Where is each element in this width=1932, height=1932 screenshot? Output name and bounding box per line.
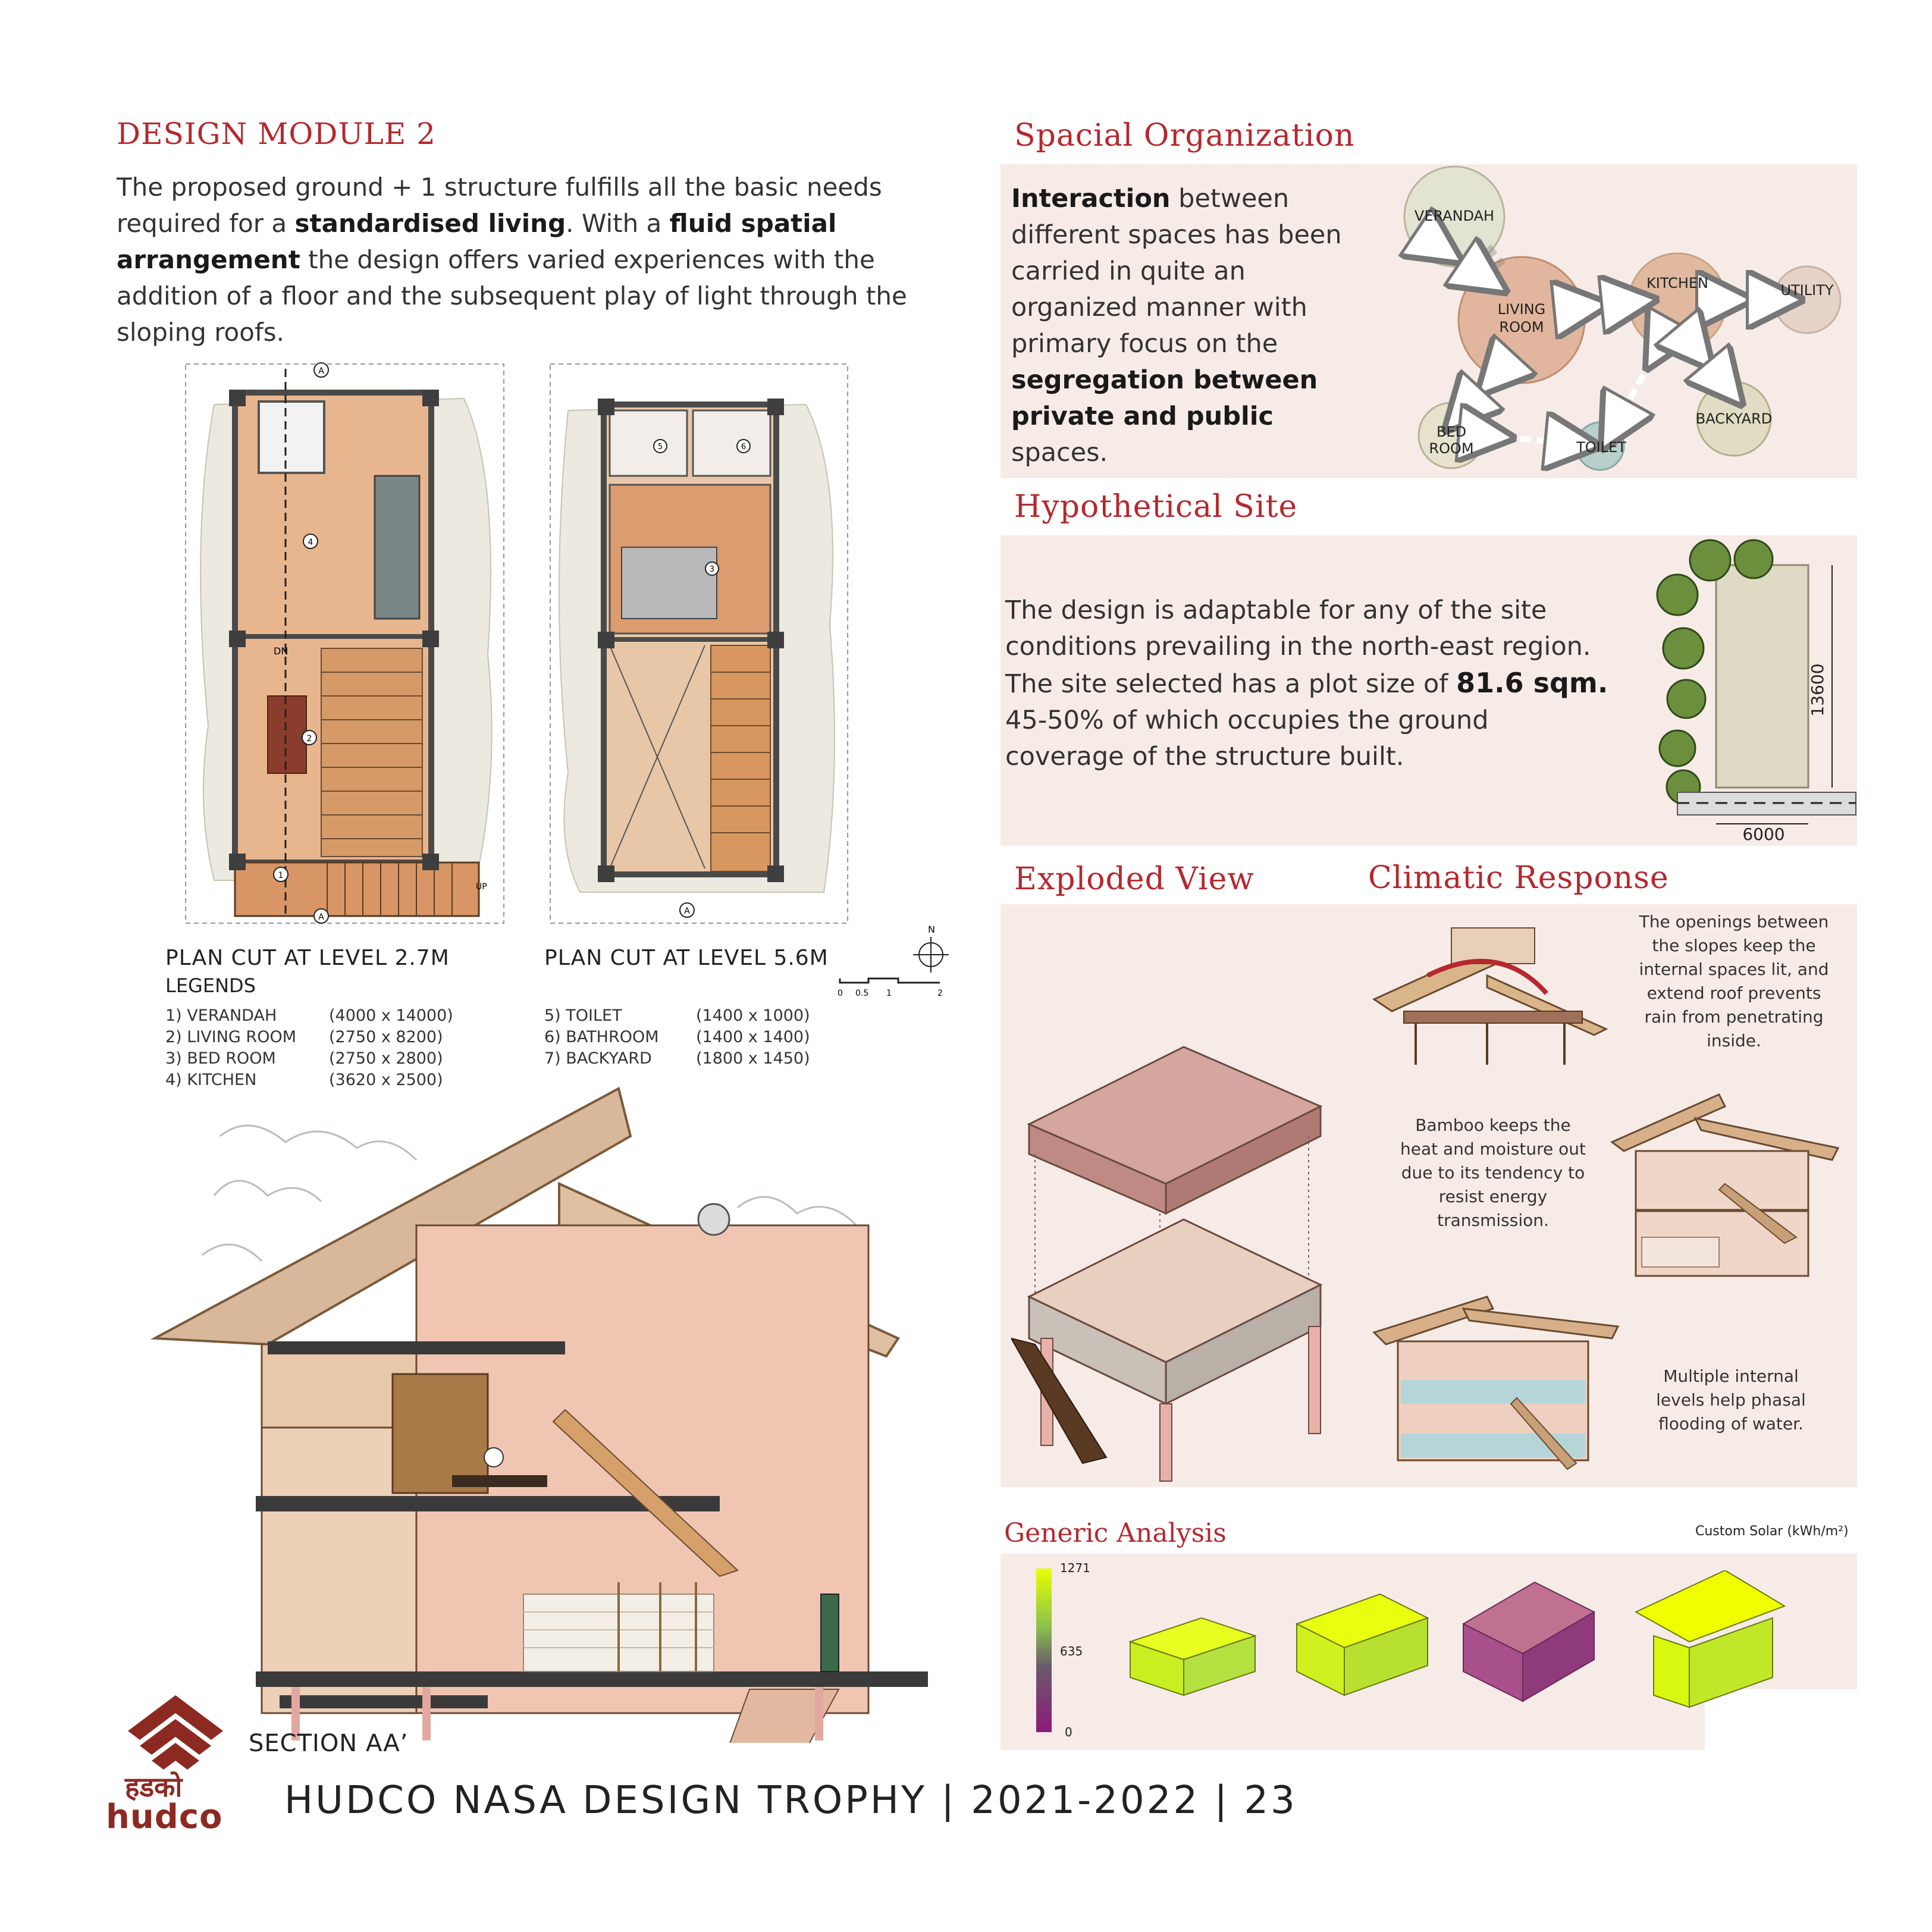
intro-line-3: arrangement the design offers varied experiences with the xyxy=(117,245,875,274)
north-arrow-label: N xyxy=(928,924,935,935)
svg-text:4: 4 xyxy=(308,538,313,547)
floor-plan-first xyxy=(544,357,854,928)
exploded-axonometric xyxy=(1011,987,1344,1487)
legend-item: 3) BED ROOM (2750 x 2800) xyxy=(165,1049,443,1068)
solar-model-3 xyxy=(1463,1582,1594,1701)
intro-line-4: addition of a floor and the subsequent play of light through the xyxy=(117,281,907,310)
solar-scale-max: 1271 xyxy=(1060,1561,1090,1575)
legend-right xyxy=(544,1005,810,1070)
node-kitchen xyxy=(1629,253,1726,351)
solar-scale-mid: 635 xyxy=(1060,1644,1083,1658)
analysis-heading: Generic Analysis xyxy=(1004,1518,1227,1548)
section-aa-drawing xyxy=(143,1077,928,1743)
stair-dn-label: DN xyxy=(274,645,288,657)
site-text: The design is adaptable for any of the site conditions prevailing in the north-east region. The site selected has a plot size of 81.6 sqm. 45-50% of which occupies the ground coverage of the structure built. xyxy=(1005,595,1608,771)
site-dim-vertical: 13600 xyxy=(1808,663,1827,717)
legend-item: 6) BATHROOM (1400 x 1400) xyxy=(544,1028,810,1046)
plan-2-title: PLAN CUT AT LEVEL 5.6M xyxy=(544,946,829,970)
legend-item: 4) KITCHEN (3620 x 2500) xyxy=(165,1071,443,1089)
floor-plan-ground xyxy=(178,357,512,928)
svg-text:5: 5 xyxy=(657,443,663,451)
node-kitchen-label: KITCHEN xyxy=(1646,275,1708,291)
climatic-diagram-light xyxy=(1368,916,1642,1071)
climatic-diagram-bamboo xyxy=(1606,1083,1844,1285)
spatial-heading: Spacial Organization xyxy=(1014,118,1355,153)
solar-scale-bar xyxy=(1036,1569,1052,1732)
svg-text:0.5: 0.5 xyxy=(855,989,869,998)
module-title: DESIGN MODULE 2 xyxy=(117,117,436,151)
intro-line-2: required for a standardised living. With a fluid spatial xyxy=(117,209,837,238)
node-bed-label-1: BED xyxy=(1436,424,1467,440)
svg-text:3: 3 xyxy=(709,565,715,574)
intro-paragraph xyxy=(117,169,961,350)
solar-model-4 xyxy=(1636,1570,1784,1707)
section-marker-top: A xyxy=(318,366,324,376)
plan-1-title: PLAN CUT AT LEVEL 2.7M xyxy=(165,946,450,970)
footer-title: HUDCO NASA DESIGN TROPHY | 2021-2022 | 23 xyxy=(284,1779,1297,1823)
climatic-note-1: The openings between the slopes keep the internal spaces lit, and extend roof prevents rain from penetrating inside. xyxy=(1639,912,1829,1050)
climatic-diagram-flood xyxy=(1368,1285,1624,1487)
climatic-heading: Climatic Response xyxy=(1368,860,1669,896)
logo-text: hudco xyxy=(106,1798,223,1836)
legends-title: LEGENDS xyxy=(165,974,256,997)
solar-model-1 xyxy=(1130,1618,1255,1695)
climatic-note-3: Multiple internal levels help phasal flooding of water. xyxy=(1656,1366,1806,1434)
solar-scale-min: 0 xyxy=(1065,1725,1072,1739)
site-plan xyxy=(1642,535,1857,846)
legend-item: 7) BACKYARD (1800 x 1450) xyxy=(544,1049,810,1068)
logo-hindi: हडको xyxy=(125,1771,183,1803)
exploded-heading: Exploded View xyxy=(1014,861,1254,897)
spatial-text: Interaction between different spaces has been carried in quite an organized manner with primary focus on the segregation between private and public spaces. xyxy=(1011,184,1342,468)
node-verandah-label: VERANDAH xyxy=(1414,208,1495,224)
site-dim-horizontal: 6000 xyxy=(1742,824,1785,844)
node-living-label-2: ROOM xyxy=(1499,319,1544,335)
node-utility-label: UTILITY xyxy=(1780,282,1834,299)
solar-model-2 xyxy=(1297,1594,1428,1695)
intro-line-1: The proposed ground + 1 structure fulfills all the basic needs xyxy=(117,172,882,202)
svg-text:2: 2 xyxy=(937,989,943,998)
node-bed-label-2: ROOM xyxy=(1429,440,1474,457)
node-backyard-label: BACKYARD xyxy=(1695,410,1773,427)
legend-item: 5) TOILET (1400 x 1000) xyxy=(544,1006,810,1025)
svg-text:1: 1 xyxy=(886,989,892,998)
legend-item: 2) LIVING ROOM (2750 x 8200) xyxy=(165,1028,443,1046)
stair-up-label: UP xyxy=(476,882,487,892)
node-utility xyxy=(1774,266,1840,333)
bubble-diagram xyxy=(1368,164,1857,478)
legend-item: 1) VERANDAH (4000 x 14000) xyxy=(165,1006,453,1025)
svg-text:A: A xyxy=(684,907,690,916)
section-marker-bottom: A xyxy=(318,912,324,922)
svg-text:6: 6 xyxy=(741,443,747,451)
svg-text:2: 2 xyxy=(306,734,312,744)
site-heading: Hypothetical Site xyxy=(1014,489,1298,525)
section-label: SECTION AA’ xyxy=(249,1730,409,1757)
hudco-logo-icon xyxy=(122,1695,229,1773)
svg-text:0: 0 xyxy=(838,989,843,998)
climatic-note-2: Bamboo keeps the heat and moisture out due to its tendency to resist energy transmission. xyxy=(1400,1115,1586,1230)
analysis-legend-title: Custom Solar (kWh/m²) xyxy=(1695,1524,1849,1539)
solar-analysis-models xyxy=(1118,1570,1844,1725)
node-living-label-1: LIVING xyxy=(1497,301,1546,318)
svg-text:1: 1 xyxy=(278,871,284,880)
intro-line-5: sloping roofs. xyxy=(117,318,284,347)
scale-bar-north xyxy=(833,922,958,999)
node-toilet-label: TOILET xyxy=(1576,439,1626,456)
